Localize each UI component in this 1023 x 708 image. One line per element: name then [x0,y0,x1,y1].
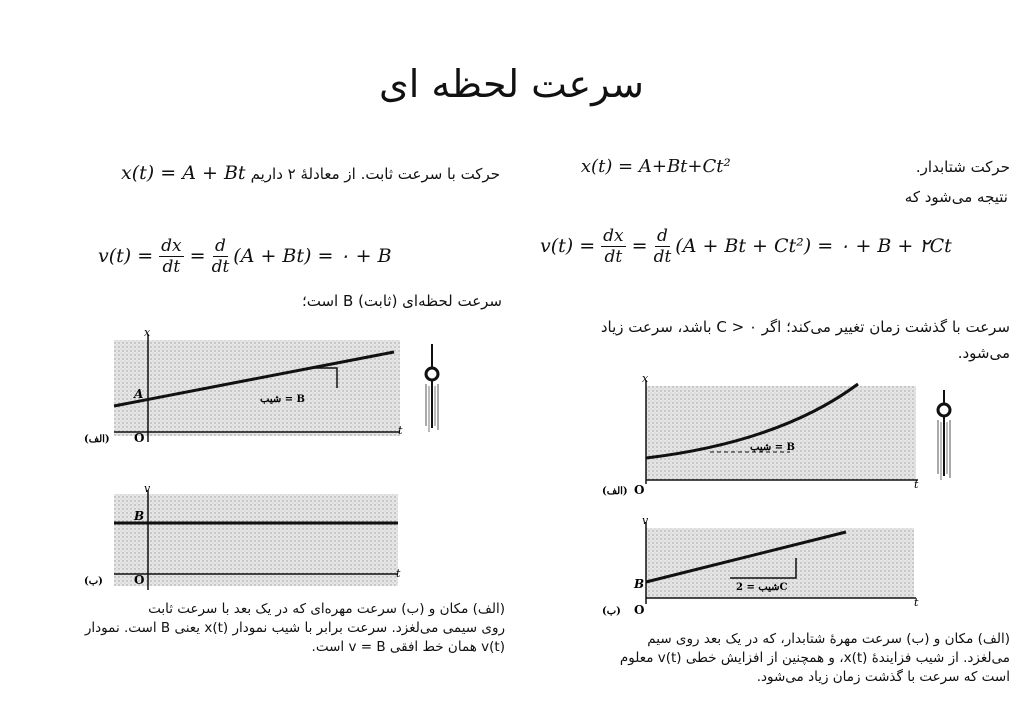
left-equals-sign: = [189,245,206,267]
right-graph-a-y-label: x [642,372,649,385]
right-intro-text: حرکت شتابدار. [915,158,1010,176]
left-graph-b-level: B [134,509,145,523]
left-graph-a-intercept: A [134,387,144,401]
right-graph-b-slope-label: شیب = 2C [736,582,788,593]
left-intro-equation: x(t) = A + Bt [121,162,246,184]
right-velocity-rhs: (A + Bt + Ct²) = ۰ + B + ۲Ct [675,235,952,257]
right-graph-b-tag: (ب) [602,606,621,617]
right-position-graph [600,370,970,496]
right-graph-b-x-label: t [914,596,919,609]
left-caption-line3: v(t) همان خط افقی v = B است. [311,639,505,655]
left-graph-a-origin: O [134,431,145,445]
right-speed-line1: سرعت با گذشت زمان تغییر می‌کند؛ اگر C > ۰ باشد، سرعت زیاد [600,318,1010,336]
left-frac1-num: dx [161,235,182,256]
left-caption-line2: روی سیمی می‌لغزد. سرعت برابر با شیب نمودار x(t) یعنی B است. نمودار [84,620,505,636]
right-velocity-graph [600,514,930,618]
right-frac1-den: dt [604,246,623,267]
right-intro [520,156,1010,177]
left-frac2-num: d [214,235,226,256]
right-graph-b-y-label: v [642,514,649,527]
right-velocity-equation [540,222,1000,270]
right-speed-text [515,314,1010,366]
left-caption-line1: (الف) مکان و (ب) سرعت مهره‌ای که در یک بعد با سرعت ثابت [148,601,505,617]
left-graph-a-slope-label: شیب = B [260,394,306,405]
left-graph-b-x-label: t [396,567,401,580]
left-velocity-graph [82,484,412,594]
left-intro [10,162,500,184]
right-velocity-frac1 [601,226,625,267]
left-intro-text: حرکت با سرعت ثابت. از معادلهٔ ۲ داریم [250,165,500,183]
right-frac1-num: dx [603,225,624,246]
left-graph-a-background [114,340,400,436]
left-frac2-den: dt [211,256,230,277]
left-velocity-lhs: v(t) = [98,245,154,267]
right-graph-b-origin: O [634,603,645,617]
left-graph-b-background [114,494,398,586]
left-position-graph [82,326,452,451]
right-caption-line3: است که سرعت با گذشت زمان زیاد می‌شود. [756,669,1010,685]
right-velocity-lhs: v(t) = [540,235,596,257]
right-graph-a-origin: O [634,483,645,496]
left-graph-a-x-label: t [398,424,403,437]
right-frac2-den: dt [653,246,672,267]
right-caption [515,630,1010,687]
bead-on-wire-icon [426,344,438,432]
left-velocity-equation [98,232,438,280]
right-caption-line1: (الف) مکان و (ب) سرعت مهرهٔ شتابدار، که در یک بعد روی سیم [647,631,1010,647]
left-graph-a-y-label: x [144,326,151,339]
right-speed-line2: می‌شود. [957,344,1010,362]
right-velocity-frac2 [654,226,672,267]
left-speed-text: سرعت لحظه‌ای (ثابت) B است؛ [301,292,502,310]
right-graph-a-tag: (الف) [602,486,628,496]
left-velocity-frac1 [159,236,183,277]
left-caption [10,600,505,657]
right-caption-line2: می‌لغزد. از شیب فزایندهٔ x(t)، و همچنین از افزایش خطی v(t) معلوم [619,650,1010,666]
left-velocity-rhs: (A + Bt) = ۰ + B [233,245,392,267]
right-intro-equation: x(t) = A+Bt+Ct² [580,156,731,177]
right-equals-sign: = [631,235,648,257]
right-graph-a-background [646,386,916,480]
right-frac2-num: d [656,225,668,246]
left-velocity-frac2 [212,236,230,277]
right-graph-a-slope-label: شیب = B [750,442,796,453]
left-graph-b-tag: (ب) [84,576,103,587]
right-graph-b-intercept: B [634,577,645,591]
left-frac1-den: dt [162,256,181,277]
right-graph-a-x-label: t [914,478,919,491]
page-title: سرعت لحظه ای [379,62,644,106]
left-graph-b-origin: O [134,573,145,587]
left-graph-b-y-label: v [144,484,151,495]
left-graph-a-tag: (الف) [84,434,110,445]
right-intro-text2: نتیجه می‌شود که [904,188,1008,206]
bead-on-wire-icon [938,390,950,480]
